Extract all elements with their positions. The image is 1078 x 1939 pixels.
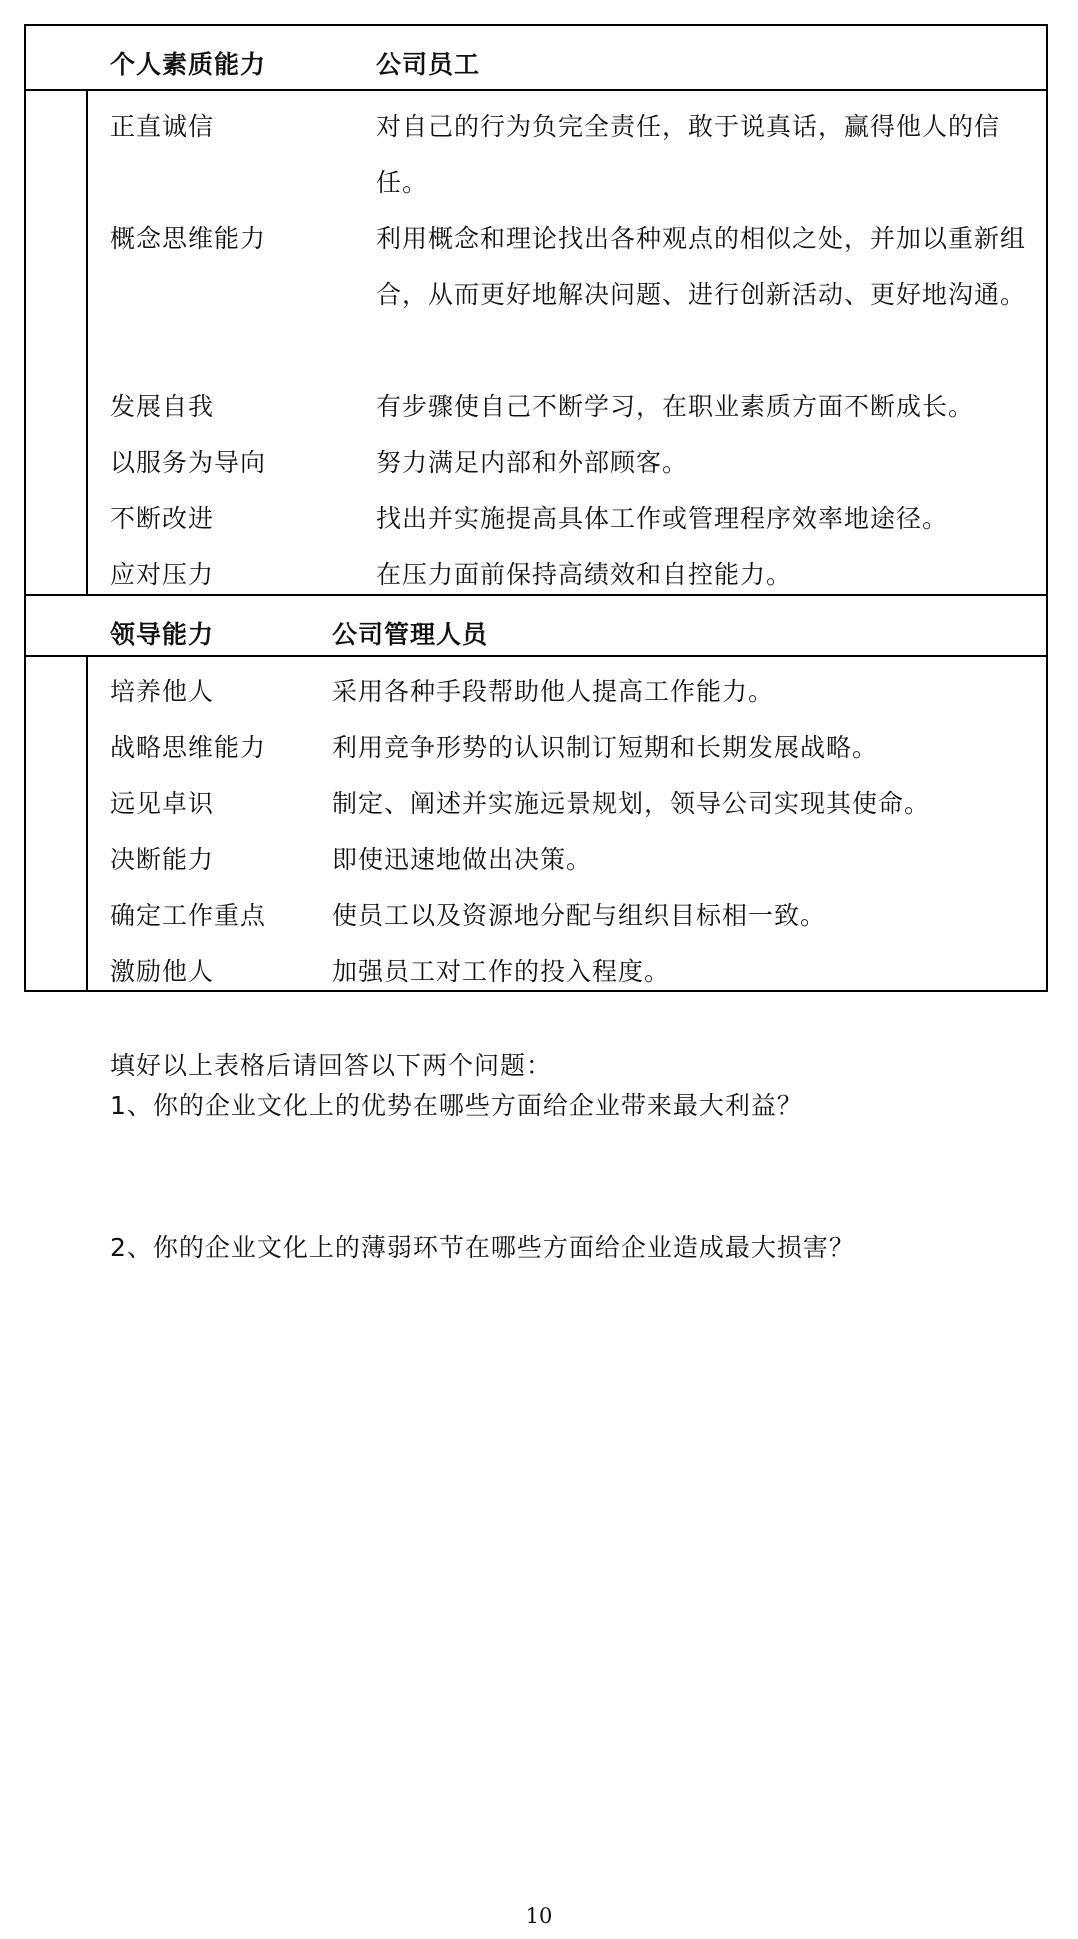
header-rule-1 xyxy=(24,89,1048,91)
question-2: 2、你的企业文化上的薄弱环节在哪些方面给企业造成最大损害？ xyxy=(110,1233,855,1262)
competency-name: 激励他人 xyxy=(110,957,215,986)
question-1: 1、你的企业文化上的优势在哪些方面给企业带来最大利益？ xyxy=(110,1091,803,1120)
competency-name: 以服务为导向 xyxy=(110,448,267,477)
competency-name: 发展自我 xyxy=(110,392,215,421)
competency-name: 确定工作重点 xyxy=(110,901,267,930)
section2-heading-right: 公司管理人员 xyxy=(332,620,489,649)
competency-description: 有步骤使自己不断学习，在职业素质方面不断成长。 xyxy=(376,392,975,421)
competency-name: 正直诚信 xyxy=(110,112,215,141)
competency-description: 使员工以及资源地分配与组织目标相一致。 xyxy=(332,901,827,930)
section1-heading-left: 个人素质能力 xyxy=(110,50,267,79)
competency-description: 即使迅速地做出决策。 xyxy=(332,845,593,874)
left-column-rule-1 xyxy=(86,90,88,595)
questions-intro: 填好以上表格后请回答以下两个问题： xyxy=(110,1051,553,1080)
competency-description: 加强员工对工作的投入程度。 xyxy=(332,957,671,986)
section-rule-bottom xyxy=(24,655,1048,657)
section-rule-top xyxy=(24,594,1048,596)
left-column-rule-2 xyxy=(86,656,88,990)
competency-name: 战略思维能力 xyxy=(110,733,267,762)
competency-description: 利用概念和理论找出各种观点的相似之处，并加以重新组合，从而更好地解决问题、进行创新活动、更好地沟通。 xyxy=(376,224,1027,309)
competency-description: 采用各种手段帮助他人提高工作能力。 xyxy=(332,677,775,706)
competency-description: 利用竞争形势的认识制订短期和长期发展战略。 xyxy=(332,733,879,762)
competency-name: 概念思维能力 xyxy=(110,224,267,253)
competency-name: 远见卓识 xyxy=(110,789,215,818)
page-number: 10 xyxy=(525,1904,553,1928)
section2-heading-left: 领导能力 xyxy=(110,620,215,649)
competency-description: 在压力面前保持高绩效和自控能力。 xyxy=(376,560,793,589)
section1-heading-right: 公司员工 xyxy=(376,50,481,79)
competency-description: 对自己的行为负完全责任，敢于说真话，赢得他人的信任。 xyxy=(376,112,1001,197)
competency-description: 努力满足内部和外部顾客。 xyxy=(376,448,689,477)
competency-name: 培养他人 xyxy=(110,677,215,706)
competency-name: 应对压力 xyxy=(110,560,215,589)
competency-name: 不断改进 xyxy=(110,504,215,533)
competency-name: 决断能力 xyxy=(110,845,215,874)
competency-description: 找出并实施提高具体工作或管理程序效率地途径。 xyxy=(376,504,949,533)
competency-description: 制定、阐述并实施远景规划，领导公司实现其使命。 xyxy=(332,789,931,818)
